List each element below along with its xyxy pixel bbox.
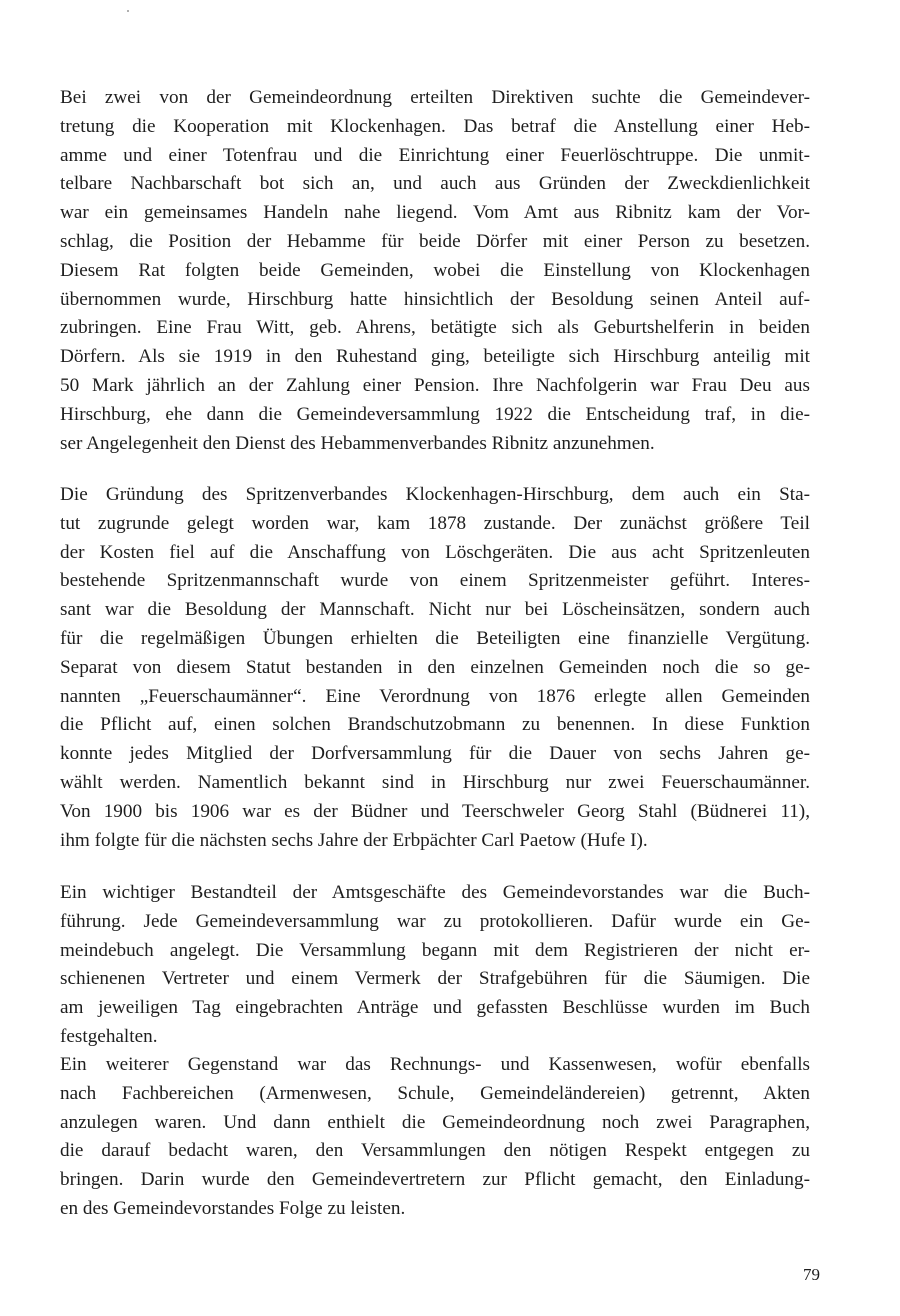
text-line: schienenen Vertreter und einem Vermerk der Strafgebühren für die Säumigen. Die: [60, 968, 810, 990]
text-line: am jeweiligen Tag eingebrachten Anträge und gefassten Beschlüsse wurden im Buch: [60, 997, 810, 1019]
text-line: bestehende Spritzenmannschaft wurde von einem Spritzenmeister geführt. Interes-: [60, 570, 810, 592]
text-line: wählt werden. Namentlich bekannt sind in Hirschburg nur zwei Feuerschaumänner.: [60, 771, 810, 793]
text-line: bringen. Darin wurde den Gemeindevertretern zur Pflicht gemacht, den Einladung-: [60, 1169, 810, 1191]
text-line: amme und einer Totenfrau und die Einrichtung einer Feuerlöschtruppe. Die unmit-: [60, 144, 810, 166]
text-line: telbare Nachbarschaft bot sich an, und auch aus Gründen der Zweckdienlichkeit: [60, 173, 810, 195]
page-number: 79: [803, 1265, 820, 1284]
text-line: nach Fachbereichen (Armenwesen, Schule, Gemeindeländereien) getrennt, Akten: [60, 1082, 810, 1104]
text-line: anzulegen waren. Und dann enthielt die Gemeindeordnung noch zwei Paragraphen,: [60, 1111, 810, 1133]
paragraph-bookkeeping: [60, 879, 810, 1052]
text-line: Bei zwei von der Gemeindeordnung erteilten Direktiven suchte die Gemeindever-: [60, 87, 810, 108]
text-line: ser Angelegenheit den Dienst des Hebammenverbandes Ribnitz anzunehmen.: [60, 432, 655, 454]
text-line: Von 1900 bis 1906 war es der Büdner und Teerschweler Georg Stahl (Büdnerei 11),: [60, 800, 810, 822]
text-line: Dörfern. Als sie 1919 in den Ruhestand ging, beteiligte sich Hirschburg anteilig mit: [60, 346, 810, 368]
text-line: der Kosten fiel auf die Anschaffung von Löschgeräten. Die aus acht Spritzenleuten: [60, 541, 810, 563]
text-line: nannten „Feuerschaumänner“. Eine Verordnung von 1876 erlegte allen Gemeinden: [60, 685, 810, 707]
text-line: die Pflicht auf, einen solchen Brandschutzobmann zu benennen. In diese Funktion: [60, 714, 810, 736]
text-line: tretung die Kooperation mit Klockenhagen. Das betraf die Anstellung einer Heb-: [60, 115, 810, 137]
text-line: zubringen. Eine Frau Witt, geb. Ahrens, betätigte sich als Geburtshelferin in beiden: [60, 317, 810, 339]
text-line: 50 Mark jährlich an der Zahlung einer Pension. Ihre Nachfolgerin war Frau Deu aus: [60, 374, 810, 396]
text-line: en des Gemeindevorstandes Folge zu leisten.: [60, 1197, 406, 1219]
text-line: ihm folgte für die nächsten sechs Jahre der Erbpächter Carl Paetow (Hufe I).: [60, 829, 648, 851]
text-line: Ein wichtiger Bestandteil der Amtsgeschäfte des Gemeindevorstandes war die Buch-: [60, 882, 810, 903]
text-line: die darauf bedacht waren, den Versammlungen den nötigen Respekt entgegen zu: [60, 1140, 810, 1162]
text-line: Separat von diesem Statut bestanden in den einzelnen Gemeinden noch die so ge-: [60, 656, 810, 678]
text-line: festgehalten.: [60, 1025, 158, 1047]
text-line: Diesem Rat folgten beide Gemeinden, wobei die Einstellung von Klockenhagen: [60, 259, 810, 281]
text-line: tut zugrunde gelegt worden war, kam 1878 zustande. Der zunächst größere Teil: [60, 512, 810, 534]
text-line: Ein weiterer Gegenstand war das Rechnungs- und Kassenwesen, wofür ebenfalls: [60, 1054, 810, 1075]
text-line: konnte jedes Mitglied der Dorfversammlung für die Dauer von sechs Jahren ge-: [60, 743, 810, 765]
text-line: war ein gemeinsames Handeln nahe liegend. Vom Amt aus Ribnitz kam der Vor-: [60, 202, 810, 224]
text-line: Hirschburg, ehe dann die Gemeindeversammlung 1922 die Entscheidung traf, in die-: [60, 403, 810, 425]
text-line: führung. Jede Gemeindeversammlung war zu protokollieren. Dafür wurde ein Ge-: [60, 910, 810, 932]
paragraph-midwife-cooperation: [60, 84, 810, 458]
text-line: Die Gründung des Spritzenverbandes Klockenhagen-Hirschburg, dem auch ein Sta-: [60, 484, 810, 505]
text-line: schlag, die Position der Hebamme für beide Dörfer mit einer Person zu besetzen.: [60, 230, 810, 252]
text-line: für die regelmäßigen Übungen erhielten die Beteiligten eine finanzielle Vergütung.: [60, 627, 810, 649]
text-line: sant war die Besoldung der Mannschaft. Nicht nur bei Löscheinsätzen, sondern auch: [60, 599, 810, 621]
scan-speck: [127, 10, 129, 12]
paragraph-fire-brigade: [60, 481, 810, 855]
text-line: übernommen wurde, Hirschburg hatte hinsichtlich der Besoldung seinen Anteil auf-: [60, 288, 810, 310]
text-line: meindebuch angelegt. Die Versammlung begann mit dem Registrieren der nicht er-: [60, 939, 810, 961]
paragraph-accounting: [60, 1051, 810, 1224]
